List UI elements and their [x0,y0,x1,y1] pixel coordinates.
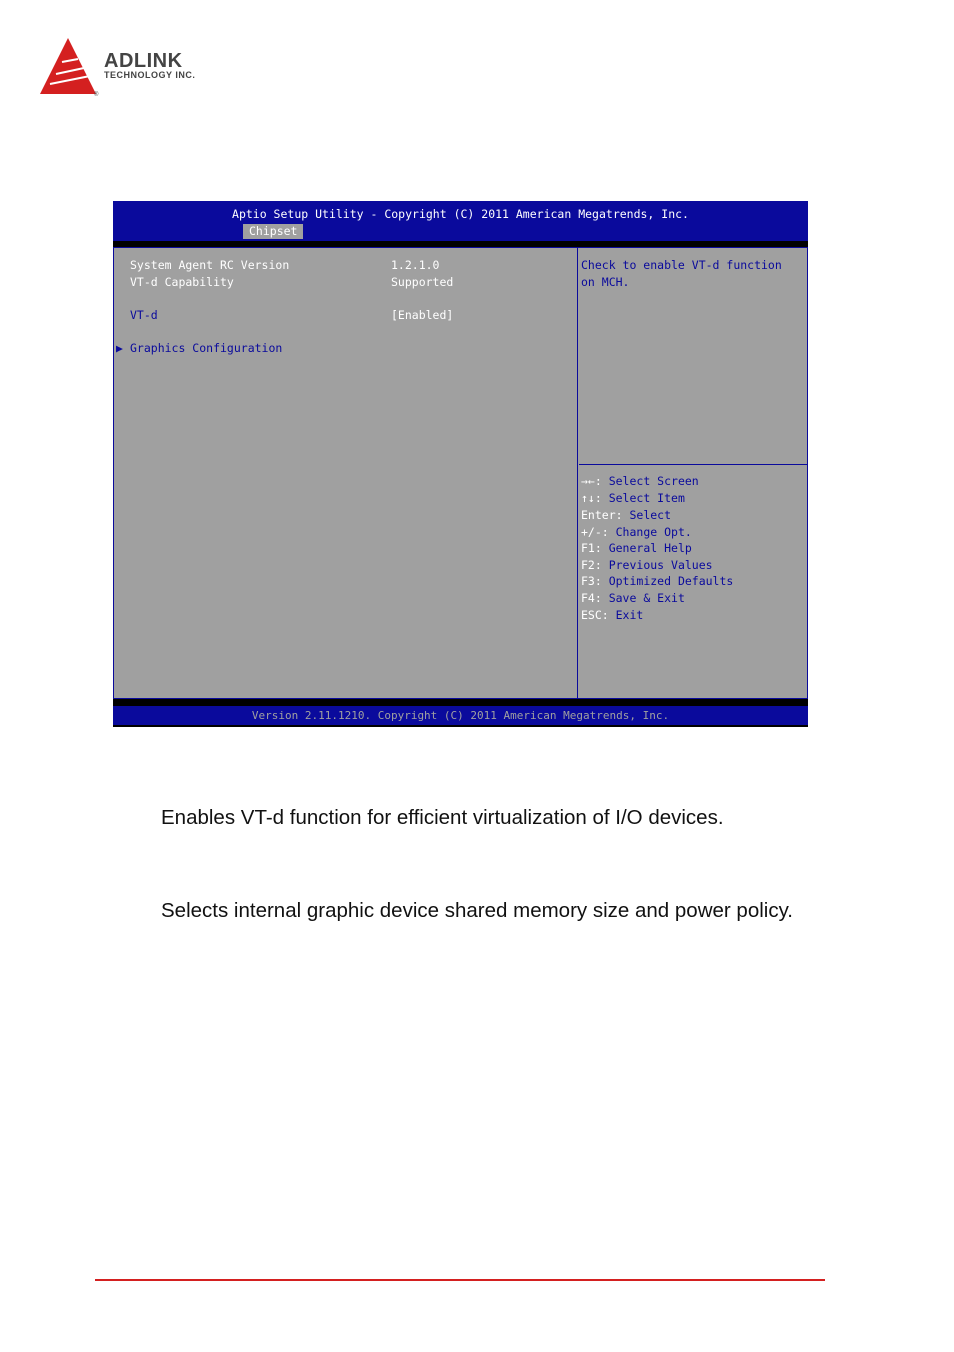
help-text: Check to enable VT-d function [581,258,782,272]
key-name: F2: [581,558,602,572]
help-divider [579,464,807,465]
help-text: on MCH. [581,275,630,289]
item-label: VT-d Capability [130,275,234,289]
key-desc: General Help [601,541,692,555]
key-name: +/-: [581,525,609,539]
key-hint [581,525,692,540]
key-hint [581,541,692,556]
submenu-arrow-icon: ▶ [116,341,123,355]
key-desc: Optimized Defaults [601,574,734,588]
footer-rule [95,1279,825,1281]
key-name: F4: [581,591,602,605]
key-name: ESC: [581,608,609,622]
bios-title: Aptio Setup Utility - Copyright (C) 2011 American Megatrends, Inc. [232,207,689,221]
key-hint [581,608,643,623]
key-desc: Select Screen [601,474,699,488]
key-name: F3: [581,574,602,588]
key-hint [581,491,685,506]
key-hint [581,474,699,489]
key-hint [581,558,713,573]
logo-tagline: TECHNOLOGY INC. [104,70,196,80]
paragraph-vtd: Enables VT-d function for efficient virtualization of I/O devices. [161,806,724,829]
item-value: Supported [391,275,454,289]
key-hint [581,508,671,523]
bios-screenshot [113,201,808,727]
key-name: →←: [581,474,602,488]
key-desc: Change Opt. [608,525,692,539]
key-name: F1: [581,541,602,555]
logo-brand: ADLINK [104,50,183,72]
key-desc: Previous Values [601,558,713,572]
bios-main-panel [113,247,808,699]
key-hint [581,591,685,606]
panel-divider [577,248,578,698]
tab-chipset[interactable]: Chipset [243,224,303,239]
registered-mark: ® [94,92,99,98]
vtd-option[interactable]: [Enabled] [391,308,454,322]
adlink-logo [38,36,238,100]
item-value: 1.2.1.0 [391,258,440,272]
bios-footer: Version 2.11.1210. Copyright (C) 2011 American Megatrends, Inc. [113,706,808,725]
item-label: System Agent RC Version [130,258,290,272]
paragraph-graphics: Selects internal graphic device shared memory size and power policy. [161,899,794,922]
bios-title-bar [113,201,808,241]
vtd-label[interactable]: VT-d [130,308,158,322]
key-desc: Select [622,508,672,522]
submenu-graphics-configuration[interactable]: Graphics Configuration [130,341,283,355]
key-desc: Save & Exit [601,591,685,605]
key-hint [581,574,733,589]
key-name: Enter: [581,508,623,522]
adlink-triangle-icon [38,36,100,98]
key-desc: Select Item [601,491,685,505]
key-desc: Exit [608,608,644,622]
key-name: ↑↓: [581,491,602,505]
